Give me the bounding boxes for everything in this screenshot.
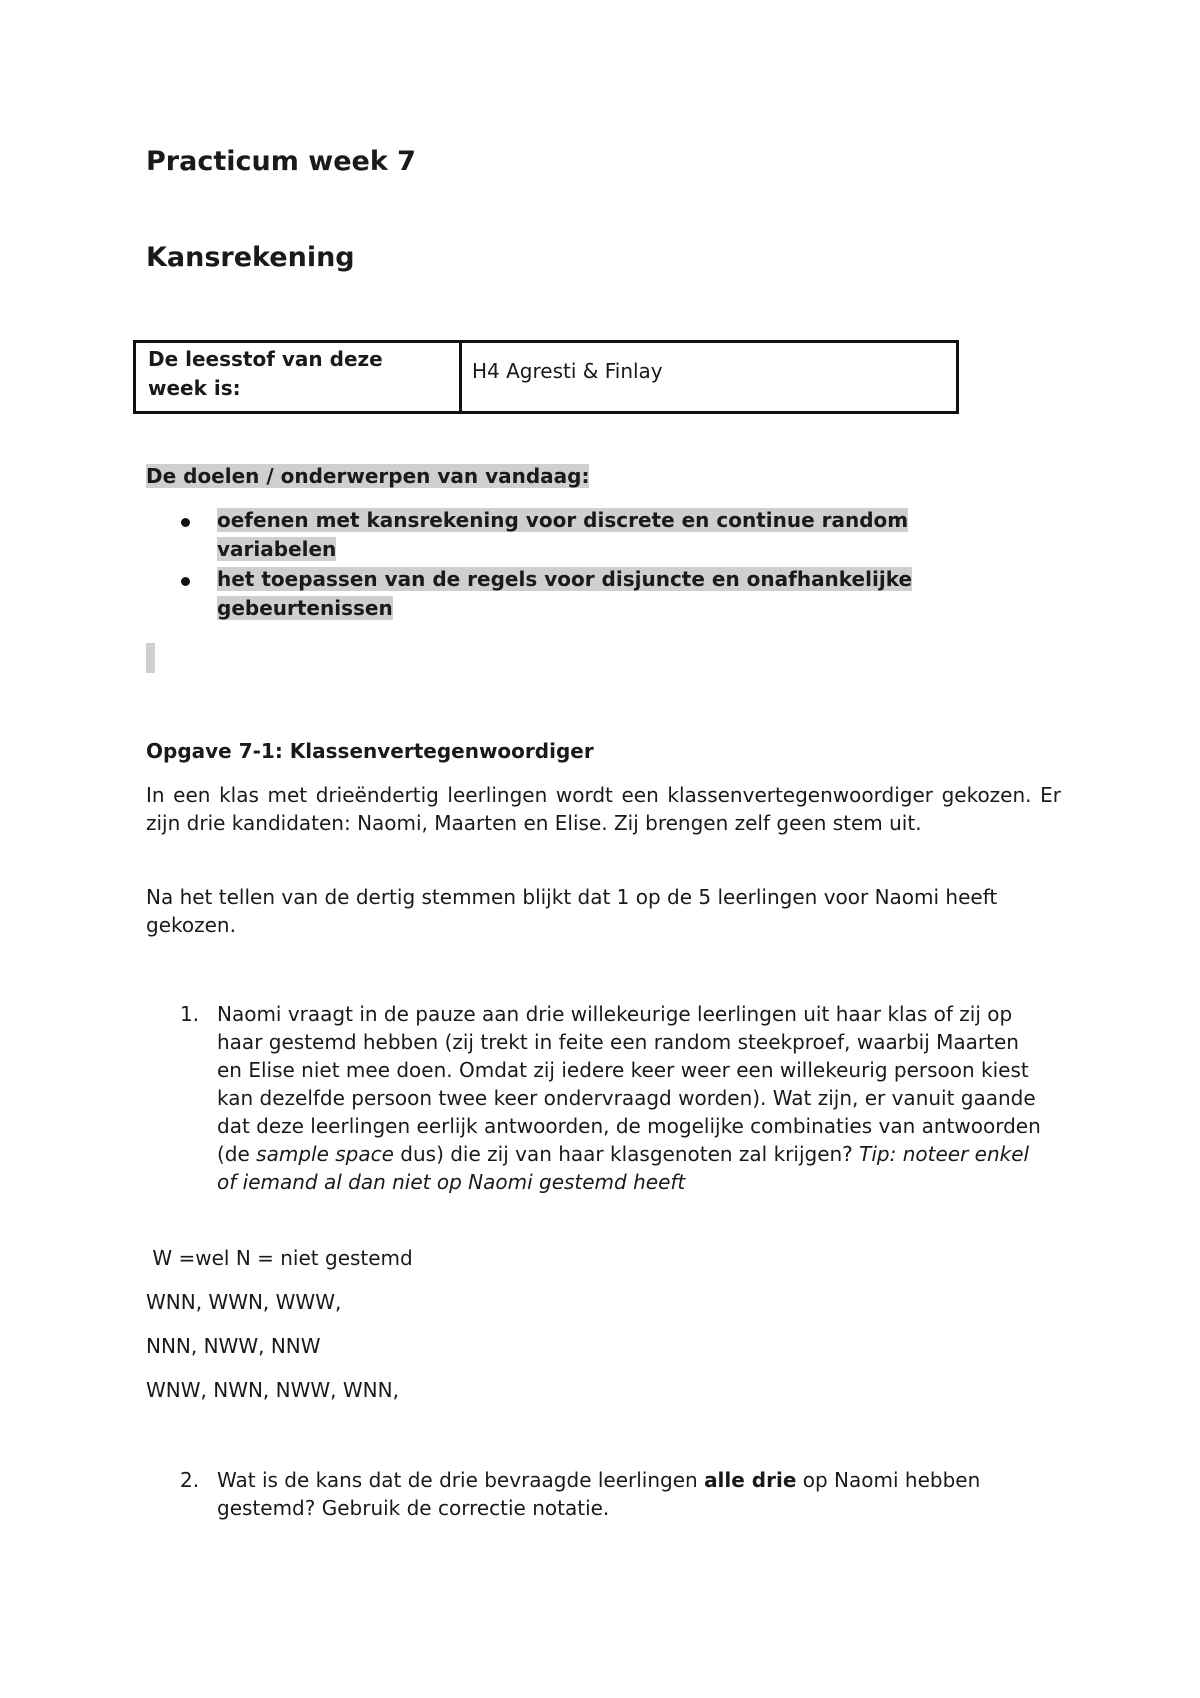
goal-item: het toepassen van de regels voor disjuncte en onafhankelijke gebeurtenissen xyxy=(217,567,913,620)
page-subtitle: Kansrekening xyxy=(146,242,355,273)
page-title: Practicum week 7 xyxy=(146,146,416,177)
goals-heading: De doelen / onderwerpen van vandaag: xyxy=(146,464,590,488)
question-2-text: Wat is de kans dat de drie bevraagde leerlingen alle drie op Naomi hebben gestemd? Gebruik de correctie notatie. xyxy=(217,1468,981,1520)
reading-value: H4 Agresti & Finlay xyxy=(472,359,663,383)
exercise-heading: Opgave 7-1: Klassenvertegenwoordiger xyxy=(146,739,594,763)
answer-line-3: WNW, NWN, NWW, WNN, xyxy=(146,1378,399,1402)
exercise-paragraph-1: In een klas met drieëndertig leerlingen wordt een klassenvertegenwoordiger gekozen. Er zijn drie kandidaten: Naomi, Maarten en Elise. Zij brengen zelf geen stem uit. xyxy=(146,783,1061,835)
question-1-text: Naomi vraagt in de pauze aan drie willekeurige leerlingen uit haar klas of zij op haar gestemd hebben (zij trekt in feite een random steekproef, waarbij Maarten en Elise niet mee doen. Omdat zij iedere keer weer een willekeurig persoon kiest kan dezelfde persoon twee keer ondervraagd worden). Wat zijn, er vanuit gaande dat deze leerlingen eerlijk antwoorden, de mogelijke combinaties van antwoorden (de sample space dus) die zij van haar klasgenoten zal krijgen? Tip: noteer enkel of iemand al dan niet op Naomi gestemd heeft xyxy=(217,1002,1041,1194)
answer-line-1: WNN, WWN, WWW, xyxy=(146,1290,342,1314)
reading-table xyxy=(133,340,959,414)
reading-label: De leesstof van deze week is: xyxy=(136,343,462,411)
question-2-number: 2. xyxy=(180,1468,200,1492)
exercise-paragraph-2: Na het tellen van de dertig stemmen blijkt dat 1 op de 5 leerlingen voor Naomi heeft gekozen. xyxy=(146,885,998,937)
text-cursor-marker xyxy=(146,643,155,673)
answer-line-2: NNN, NWW, NNW xyxy=(146,1334,321,1358)
bullet-icon xyxy=(181,518,190,527)
bullet-icon xyxy=(181,577,190,586)
answer-legend: W =wel N = niet gestemd xyxy=(146,1246,413,1270)
goal-item: oefenen met kansrekening voor discrete en continue random variabelen xyxy=(217,508,909,561)
question-1-number: 1. xyxy=(180,1002,200,1026)
